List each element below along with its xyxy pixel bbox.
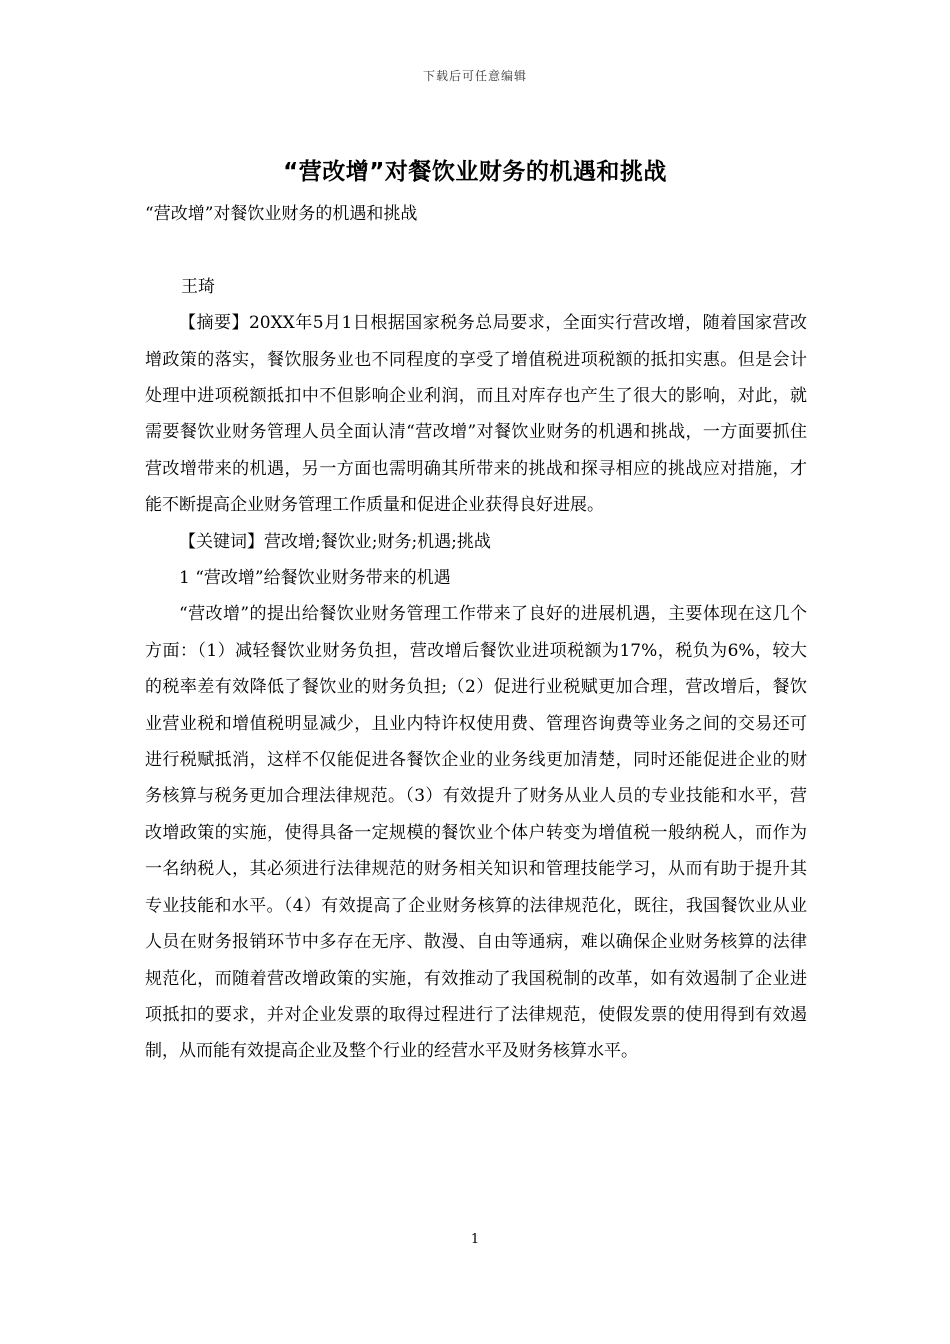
- document-subtitle: “营改增”对餐饮业财务的机遇和挑战: [145, 204, 418, 224]
- author-name: 王琦: [181, 276, 215, 297]
- section-body-paragraph: “营改增”的提出给餐饮业财务管理工作带来了良好的进展机遇，主要体现在这几个方面：（1）减轻餐饮业财务负担，营改增后餐饮业进项税额为17%，税负为6%，较大的税率差有效降低了餐饮业的财务负担;（2）促进行业税赋更加合理，营改增后，餐饮业营业税和增值税明显减少，且业内特许权使用费、管理咨询费等业务之间的交易还可进行税赋抵消，这样不仅能促进各餐饮企业的业务线更加清楚，同时还能促进企业的财务核算与税务更加合理法律规范。（3）有效提升了财务从业人员的专业技能和水平，营改增政策的实施，使得具备一定规模的餐饮业个体户转变为增值税一般纳税人，而作为一名纳税人，其必须进行法律规范的财务相关知识和管理技能学习，从而有助于提升其专业技能和水平。（4）有效提高了企业财务核算的法律规范化，既往，我国餐饮业从业人员在财务报销环节中多存在无序、散漫、自由等通病，难以确保企业财务核算的法律规范化，而随着营改增政策的实施，有效推动了我国税制的改革，如有效遏制了企业进项抵扣的要求，并对企业发票的取得过程进行了法律规范，使假发票的使用得到有效遏制，从而能有效提高企业及整个行业的经营水平及财务核算水平。: [145, 604, 807, 1062]
- header-note: 下载后可任意编辑: [422, 69, 527, 83]
- keywords-paragraph: 【关键词】营改增;餐饮业;财务;机遇;挑战: [179, 531, 491, 552]
- blank-line: [145, 232, 807, 268]
- abstract-paragraph: 【摘要】20XX年5月1日根据国家税务总局要求，全面实行营改增，随着国家营改增政策的落实，餐饮服务业也不同程度的享受了增值税进项税额的抵扣实惠。但是会计处理中进项税额抵扣中不但影响企业利润，而且对库存也产生了很大的影响，对此，就需要餐饮业财务管理人员全面认清“营改增”对餐饮业财务的机遇和挑战，一方面要抓住营改增带来的机遇，另一方面也需明确其所带来的挑战和探寻相应的挑战应对措施，才能不断提高企业财务管理工作质量和促进企业获得良好进展。: [145, 313, 807, 516]
- document-title: “营改增”对餐饮业财务的机遇和挑战: [283, 159, 667, 185]
- page-number: 1: [470, 1232, 480, 1247]
- document-body: [145, 196, 807, 1070]
- section-heading: 1 “营改增”给餐饮业财务带来的机遇: [179, 568, 451, 589]
